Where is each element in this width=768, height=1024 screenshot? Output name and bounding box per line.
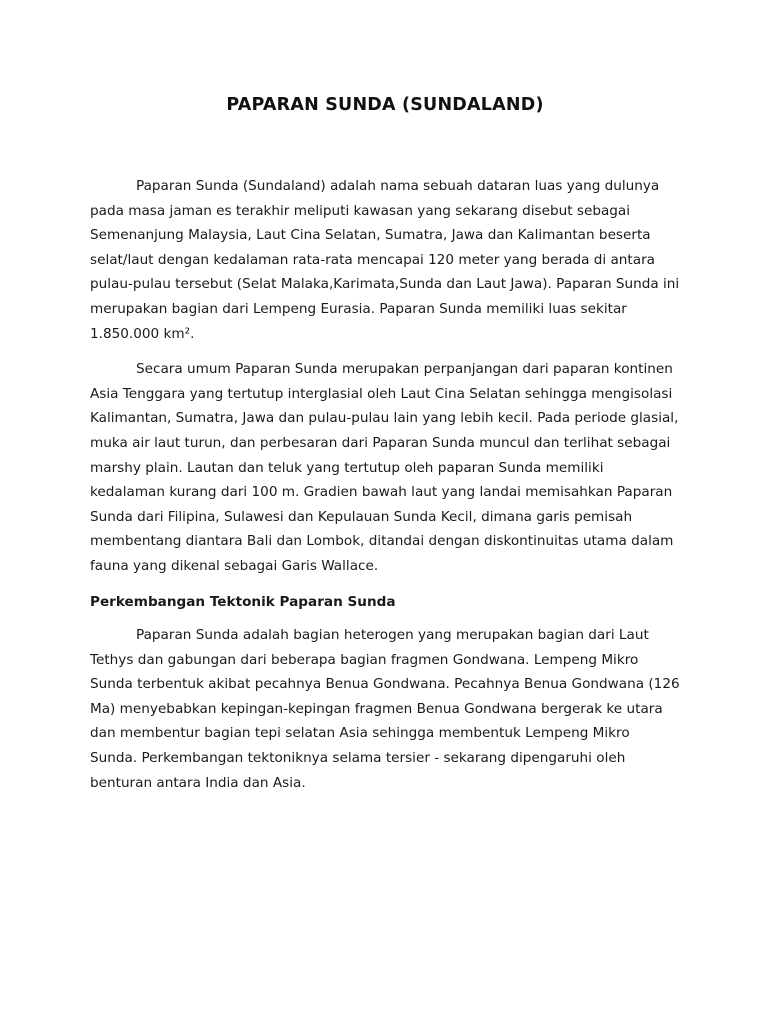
document-title: PAPARAN SUNDA (SUNDALAND) [226, 95, 544, 115]
paragraph-intro: Paparan Sunda (Sundaland) adalah nama sebuah dataran luas yang dulunya pada masa jaman es terakhir meliputi kawasan yang sekarang disebut sebagai Semenanjung Malaysia, Laut Cina Selatan, Sumatra, Jawa dan Kalimantan beserta selat/laut dengan kedalaman rata-rata mencapai 120 meter yang berada di antara pulau-pulau tersebut (Selat Malaka,Karimata,Sunda dan Laut Jawa). Paparan Sunda ini merupakan bagian dari Lempeng Eurasia. Paparan Sunda memiliki luas sekitar 1.850.000 km². [90, 178, 680, 342]
paragraph-general: Secara umum Paparan Sunda merupakan perpanjangan dari paparan kontinen Asia Tenggara yang tertutup interglasial oleh Laut Cina Selatan sehingga mengisolasi Kalimantan, Sumatra, Jawa dan pulau-pulau lain yang lebih kecil. Pada periode glasial, muka air laut turun, dan perbesaran dari Paparan Sunda muncul dan terlihat sebagai marshy plain. Lautan dan teluk yang tertutup oleh paparan Sunda memiliki kedalaman kurang dari 100 m. Gradien bawah laut yang landai memisahkan Paparan Sunda dari Filipina, Sulawesi dan Kepulauan Sunda Kecil, dimana garis pemisah membentang diantara Bali dan Lombok, ditandai dengan diskontinuitas utama dalam fauna yang dikenal sebagai Garis Wallace. [90, 361, 679, 574]
section-heading-tectonic: Perkembangan Tektonik Paparan Sunda [90, 593, 396, 610]
document-body [90, 174, 680, 795]
paragraph-tectonic: Paparan Sunda adalah bagian heterogen yang merupakan bagian dari Laut Tethys dan gabungan dari beberapa bagian fragmen Gondwana. Lempeng Mikro Sunda terbentuk akibat pecahnya Benua Gondwana. Pecahnya Benua Gondwana (126 Ma) menyebabkan kepingan-kepingan fragmen Benua Gondwana bergerak ke utara dan membentur bagian tepi selatan Asia sehingga membentuk Lempeng Mikro Sunda. Perkembangan tektoniknya selama tersier - sekarang dipengaruhi oleh benturan antara India dan Asia. [90, 627, 680, 791]
